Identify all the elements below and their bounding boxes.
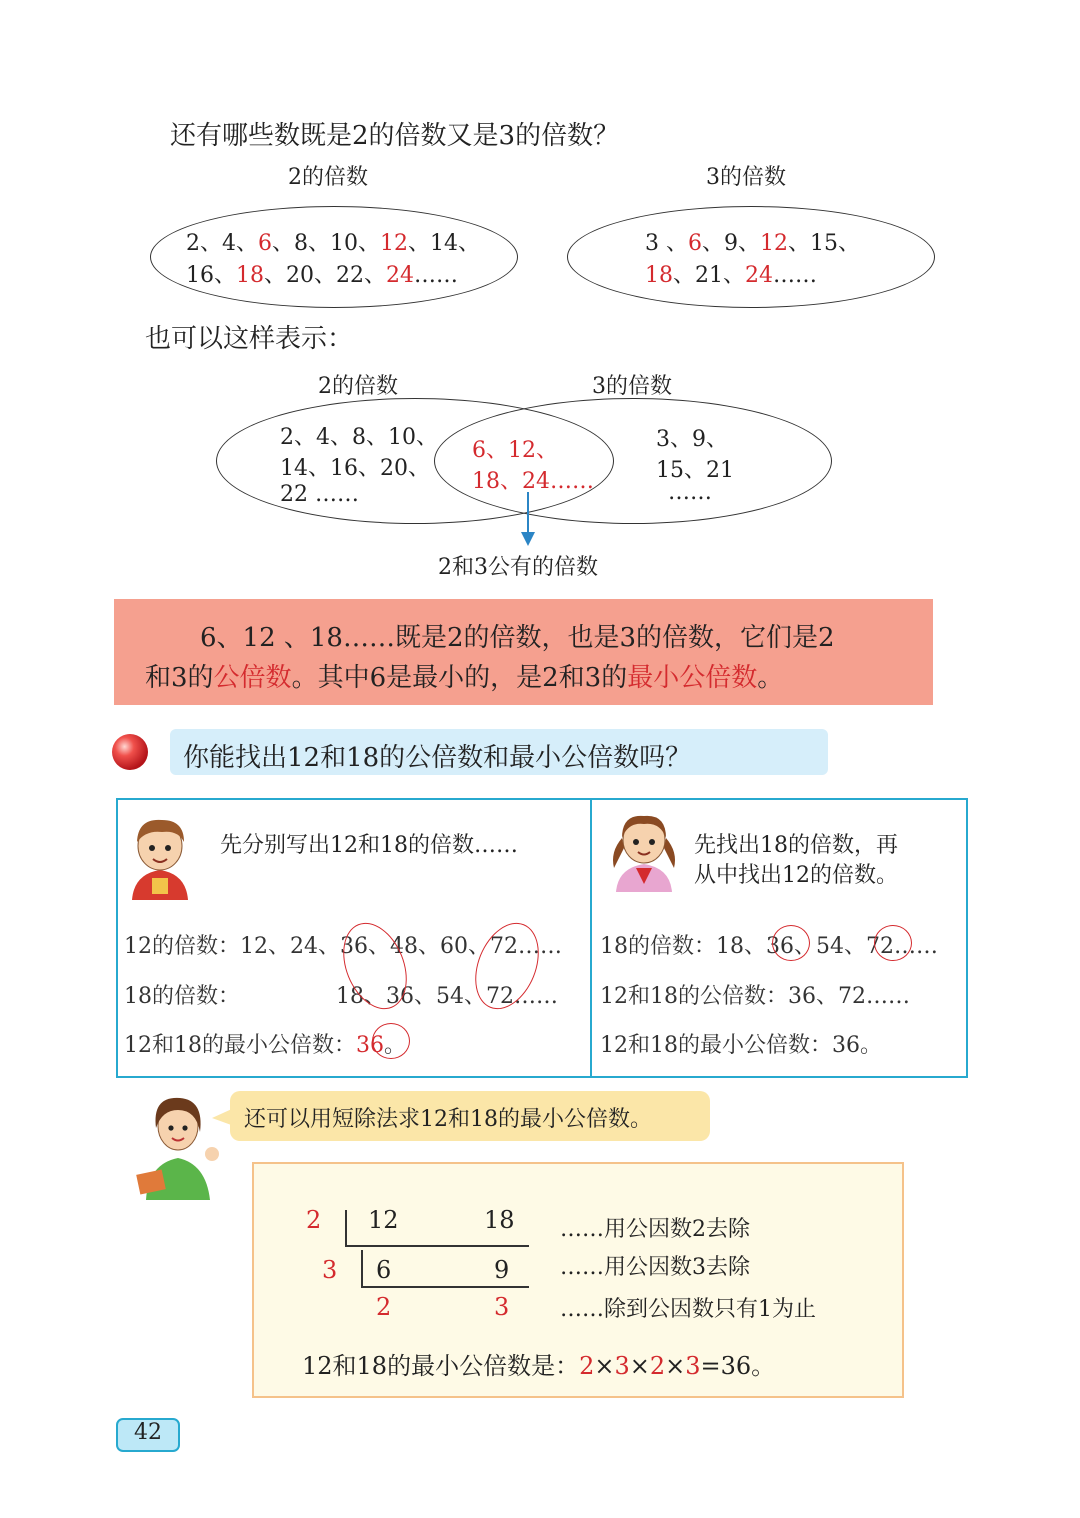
division-result-part-5: 2 xyxy=(649,1352,666,1380)
set3-line1-part-2: 、9、 xyxy=(702,231,760,256)
dividend-b2: 9 xyxy=(494,1256,510,1284)
set2-line1-part-3: 12 xyxy=(380,231,408,256)
venn-right-line2: 15、21 xyxy=(656,458,734,483)
set3-line1-part-3: 12 xyxy=(760,231,788,256)
divisor-2: 3 xyxy=(322,1256,338,1284)
set2-line2-part-3: 24 xyxy=(386,263,414,288)
set3-line1-part-0: 3 、 xyxy=(645,231,688,256)
division-note3: ……除到公因数只有1为止 xyxy=(560,1297,816,1322)
set2-line1-part-1: 6 xyxy=(258,231,272,256)
venn-left-line2: 14、16、20、 xyxy=(280,456,430,481)
division-result-part-7: 3 xyxy=(685,1352,701,1380)
set2-ellipse xyxy=(150,206,518,308)
definition-line1: 6、12 、18……既是2的倍数，也是3的倍数，它们是2 xyxy=(200,623,835,653)
panel-divider xyxy=(590,798,592,1076)
set3-line2-part-0: 18 xyxy=(645,263,673,288)
set3-line2-part-1: 、21、 xyxy=(673,263,745,288)
question2-text: 你能找出12和18的公倍数和最小公倍数吗？ xyxy=(183,743,692,773)
set2-line2-part-4: …… xyxy=(414,263,458,288)
set2-line1 xyxy=(186,226,480,257)
venn-left-line3: 22 …… xyxy=(280,482,359,507)
question-title: 还有哪些数既是2的倍数又是3的倍数？ xyxy=(170,121,620,151)
division-line-2 xyxy=(361,1286,529,1288)
venn-caption: 2和3公有的倍数 xyxy=(438,555,598,580)
definition-line2-part-3: 最小公倍数 xyxy=(627,663,758,693)
division-result xyxy=(302,1346,775,1381)
girl-row1-values: 18、36、54、72…… xyxy=(716,934,938,959)
page-number: 42 xyxy=(134,1420,162,1445)
girl-row1-label: 18的倍数： xyxy=(600,934,716,959)
arrow-down-icon xyxy=(518,492,538,548)
girl-circle-72 xyxy=(874,925,912,961)
set2-title: 2的倍数 xyxy=(288,165,368,190)
division-result-part-8: =36。 xyxy=(700,1352,776,1380)
definition-line2 xyxy=(145,657,783,694)
division-line-1 xyxy=(345,1245,529,1247)
set2-line1-part-4: 、14、 xyxy=(408,231,480,256)
set2-line2 xyxy=(186,258,458,289)
girl-avatar xyxy=(604,808,684,892)
also-label: 也可以这样表示： xyxy=(145,324,354,354)
boy-speech: 先分别写出12和18的倍数…… xyxy=(220,833,518,858)
set2-line1-part-0: 2、4、 xyxy=(186,231,258,256)
dividend-a2: 6 xyxy=(376,1256,392,1284)
set3-line2-part-2: 24 xyxy=(745,263,773,288)
set3-line1-part-4: 、15、 xyxy=(788,231,860,256)
red-ball-icon xyxy=(110,732,150,772)
dividend-a1: 12 xyxy=(368,1206,399,1234)
dividend-b1: 18 xyxy=(484,1206,515,1234)
division-result-part-3: 3 xyxy=(614,1352,630,1380)
boy-row3: 12和18的最小公倍数：36。 xyxy=(124,1033,407,1058)
set3-line2-part-3: …… xyxy=(773,263,817,288)
division-result-part-2: × xyxy=(594,1352,615,1380)
quotient-2: 3 xyxy=(494,1293,510,1321)
division-result-part-1: 2 xyxy=(579,1352,595,1380)
circle-36-lcm xyxy=(372,1023,410,1059)
teacher-avatar xyxy=(132,1088,224,1200)
girl-speech-line1: 先找出18的倍数，再 xyxy=(694,833,898,858)
divisor-1: 2 xyxy=(306,1206,322,1234)
venn-left-title: 2的倍数 xyxy=(318,374,398,399)
set3-title: 3的倍数 xyxy=(706,165,786,190)
division-result-part-4: × xyxy=(629,1352,650,1380)
division-note1: ……用公因数2去除 xyxy=(560,1217,750,1242)
venn-right-title: 3的倍数 xyxy=(592,374,672,399)
set3-line1-part-1: 6 xyxy=(688,231,702,256)
set2-line2-part-2: 、20、22、 xyxy=(264,263,386,288)
girl-speech-line2: 从中找出12的倍数。 xyxy=(694,863,898,888)
venn-right-line1: 3、9、 xyxy=(656,427,728,452)
boy-lcm-value: 36 xyxy=(356,1033,384,1058)
venn-middle-line2: 18、24…… xyxy=(472,469,594,494)
boy-row2-label: 18的倍数： xyxy=(124,984,240,1009)
boy-row1-label: 12的倍数： xyxy=(124,934,240,959)
boy-row1-values: 12、24、36、48、60、72…… xyxy=(240,934,562,959)
venn-right-line3: …… xyxy=(668,480,712,505)
boy-row2-values: 18、36、54、72…… xyxy=(336,984,558,1009)
set2-line2-part-0: 16、 xyxy=(186,263,236,288)
girl-row3: 12和18的最小公倍数：36。 xyxy=(600,1033,882,1058)
teacher-bubble-text: 还可以用短除法求12和18的最小公倍数。 xyxy=(244,1107,652,1132)
division-note2: ……用公因数3去除 xyxy=(560,1255,750,1280)
definition-line2-part-0: 和3的 xyxy=(145,663,214,693)
quotient-1: 2 xyxy=(376,1293,392,1321)
girl-circle-36 xyxy=(772,925,810,961)
definition-line2-part-1: 公倍数 xyxy=(213,663,292,693)
division-result-part-0: 12和18的最小公倍数是： xyxy=(302,1352,580,1380)
division-bracket-2 xyxy=(361,1250,363,1286)
set3-line1 xyxy=(645,226,860,257)
venn-left-line1: 2、4、8、10、 xyxy=(280,425,438,450)
venn-middle-line1: 6、12、 xyxy=(472,438,558,463)
bubble-tail xyxy=(212,1108,234,1128)
boy-row3-label: 12和18的最小公倍数： xyxy=(124,1033,356,1058)
division-bracket-1 xyxy=(345,1210,347,1246)
set3-ellipse xyxy=(567,206,935,308)
division-result-part-6: × xyxy=(665,1352,686,1380)
set3-line2 xyxy=(645,258,817,289)
girl-row2: 12和18的公倍数：36、72…… xyxy=(600,984,910,1009)
set2-line1-part-2: 、8、10、 xyxy=(272,231,380,256)
boy-avatar xyxy=(122,812,198,900)
set2-line2-part-1: 18 xyxy=(236,263,264,288)
definition-line2-part-2: 。其中6是最小的，是2和3的 xyxy=(291,663,628,693)
definition-line2-part-4: 。 xyxy=(757,663,784,693)
